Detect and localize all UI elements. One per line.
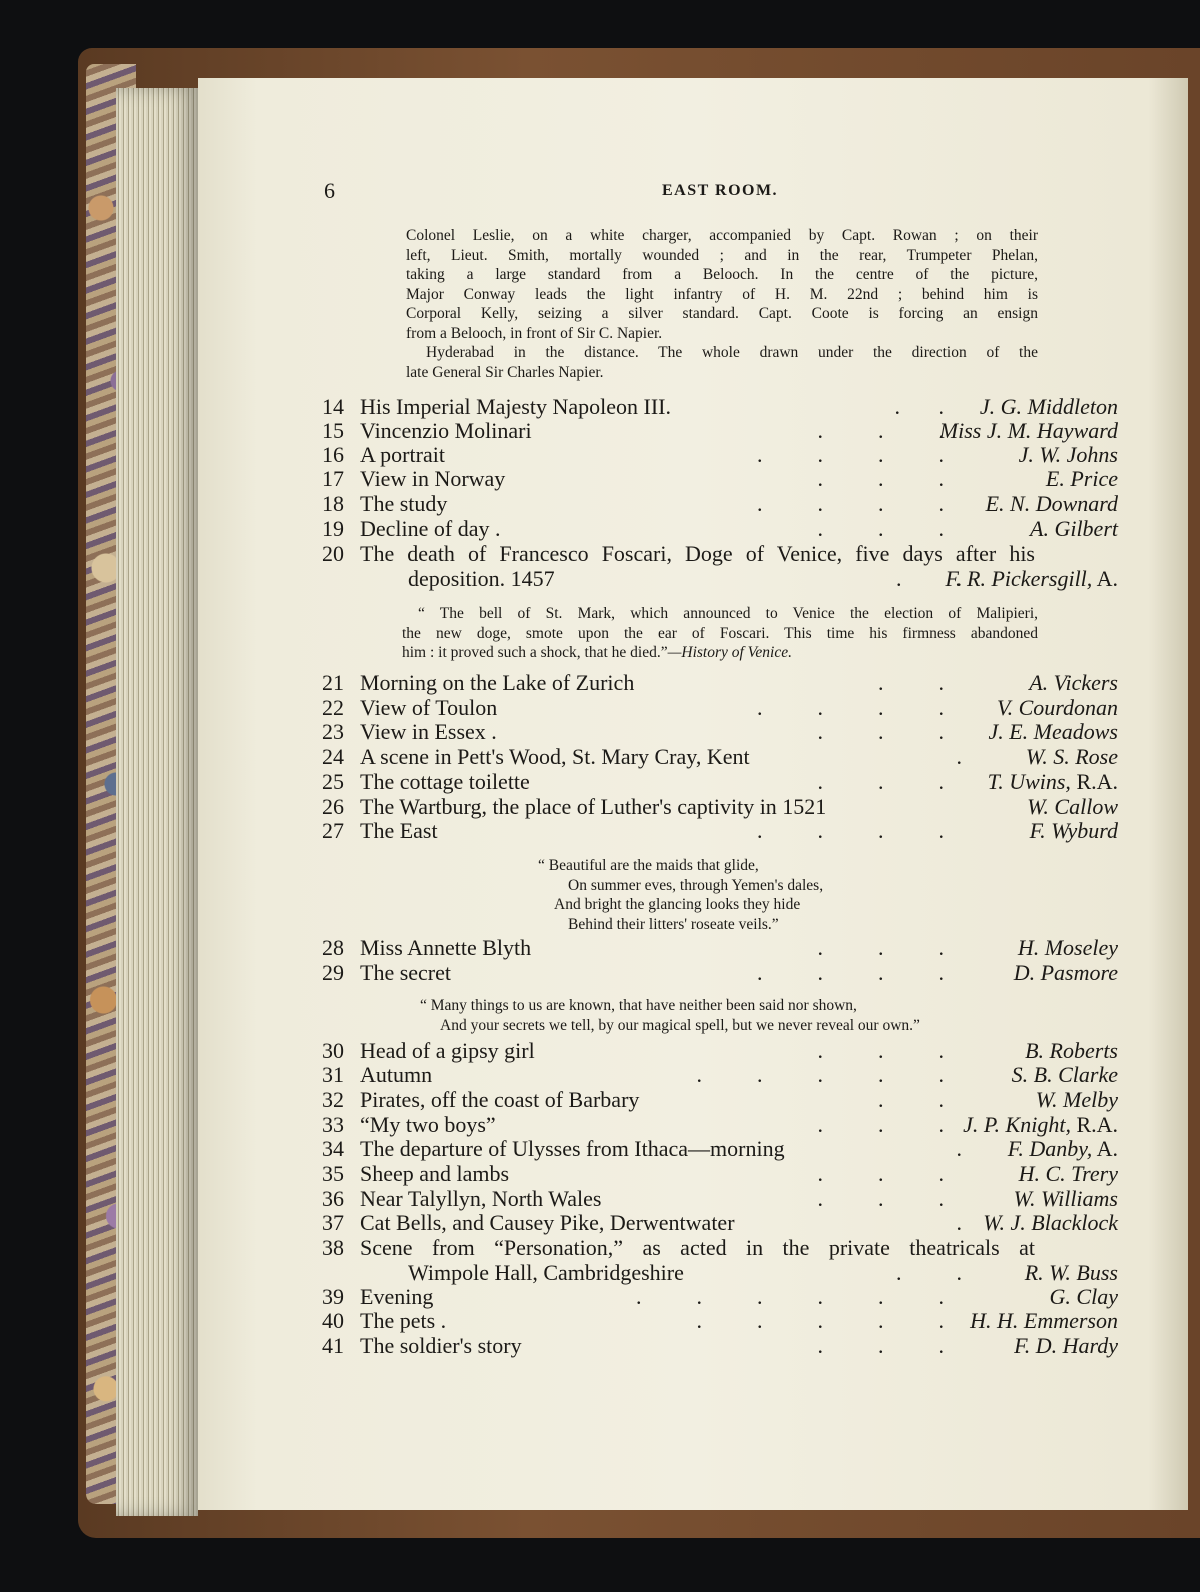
artwork-title: View of Toulon	[360, 695, 498, 720]
artist-name	[1050, 1284, 1118, 1310]
leader-dots: . . .	[817, 1038, 944, 1063]
artist-name-text: J. W. Johns	[1018, 442, 1118, 467]
artist-name-text: E. Price	[1045, 466, 1118, 491]
artwork-title: Near Talyllyn, North Wales	[360, 1186, 602, 1211]
artist-name-text: W. Melby	[1035, 1087, 1118, 1112]
note-line: Corporal Kelly, seizing a silver standard. Capt. Coote is forcing an ensign	[406, 305, 1038, 322]
leader-dots: . . .	[817, 418, 944, 443]
academy-suffix: R.A.	[1070, 1112, 1118, 1137]
artwork-title: The soldier's story	[360, 1333, 522, 1358]
leader-dots: . . . . .	[696, 1308, 944, 1333]
leader-dots: . . . . . .	[636, 1284, 944, 1309]
artist-name-text: H. H. Emmerson	[970, 1308, 1118, 1333]
artwork-title: Pirates, off the coast of Barbary	[360, 1087, 640, 1112]
catalogue-number: 31	[322, 1062, 344, 1087]
artist-name	[963, 1112, 1118, 1138]
leader-dots: .	[956, 1210, 962, 1235]
artwork-title: A scene in Pett's Wood, St. Mary Cray, Kent	[360, 744, 750, 769]
artist-name-text: B. Roberts	[1025, 1038, 1118, 1063]
artwork-title: Sheep and lambs	[360, 1161, 510, 1186]
artwork-title-cont: Wimpole Hall, Cambridgeshire	[408, 1260, 684, 1285]
catalogue-number: 27	[322, 818, 344, 843]
artist-name	[1008, 1136, 1118, 1162]
artist-name	[1012, 1062, 1118, 1088]
catalogue-number: 15	[322, 418, 344, 443]
catalogue-number: 29	[322, 960, 344, 985]
catalogue-number: 24	[322, 744, 344, 769]
leader-dots: . . .	[817, 1161, 944, 1186]
leader-dots: . . . .	[757, 491, 944, 516]
artist-name-text: S. B. Clarke	[1011, 1062, 1118, 1087]
artist-name-text: R. W. Buss	[1024, 1260, 1118, 1285]
leader-dots: .	[956, 1136, 962, 1161]
catalogue-number: 26	[322, 794, 344, 819]
artist-name-text: A. Gilbert	[1030, 516, 1118, 541]
leader-dots: . . .	[817, 935, 944, 960]
leader-dots: . . .	[817, 1186, 944, 1211]
artist-name	[970, 1308, 1118, 1334]
artwork-title: “My two boys”	[360, 1112, 496, 1137]
artist-name	[988, 719, 1118, 745]
artwork-title: A portrait	[360, 442, 445, 467]
artist-name-text: F. R. Pickersgill,	[945, 566, 1093, 591]
entry-20-quote	[402, 604, 1038, 663]
leader-dots: . . .	[817, 516, 944, 541]
catalogue-number: 22	[322, 695, 344, 720]
artwork-title: Morning on the Lake of Zurich	[360, 670, 635, 695]
leader-dots: . . . .	[757, 442, 944, 467]
artwork-title: The study	[360, 491, 448, 516]
artist-name	[1014, 1186, 1118, 1212]
entry-13-note	[406, 226, 1038, 382]
catalogue-number: 25	[322, 769, 344, 794]
artist-name	[1027, 794, 1118, 820]
academy-suffix: A.	[1092, 1136, 1118, 1161]
leader-dots: . . . . .	[696, 1062, 944, 1087]
page-edges	[116, 88, 198, 1516]
note-line: late General Sir Charles Napier.	[406, 363, 604, 381]
catalogue-number: 21	[322, 670, 344, 695]
artwork-title: Evening	[360, 1284, 434, 1309]
artist-name	[1030, 818, 1118, 844]
artist-name-text: D. Pasmore	[1013, 960, 1118, 985]
catalogue-number: 16	[322, 442, 344, 467]
artwork-title: Scene from “Personation,” as acted in the private theatricals at	[360, 1235, 1035, 1260]
artist-name-text: J. E. Meadows	[988, 719, 1118, 744]
catalogue-number: 18	[322, 491, 344, 516]
artwork-title: Miss Annette Blyth	[360, 935, 532, 960]
catalogue-number: 19	[322, 516, 344, 541]
leader-dots: . .	[878, 1087, 944, 1112]
artwork-title: The death of Francesco Foscari, Doge of Venice, five days after his	[360, 541, 1035, 566]
quote-line: “ Many things to us are known, that have neither been said nor shown,	[420, 997, 857, 1014]
artist-name	[1036, 1087, 1118, 1113]
artist-name-text: G. Clay	[1049, 1284, 1118, 1309]
artist-name-text: J. P. Knight,	[963, 1112, 1071, 1137]
catalogue-number: 14	[322, 394, 344, 419]
entry-29-quote	[420, 996, 920, 1035]
quote-line: And bright the glancing looks they hide	[554, 896, 801, 913]
leader-dots: . .	[878, 670, 944, 695]
artist-name-text: E. N. Downard	[985, 491, 1118, 516]
artwork-title-cont: deposition. 1457	[408, 566, 555, 591]
quote-line: And your secrets we tell, by our magical spell, but we never reveal our own.”	[440, 1016, 920, 1034]
catalogue-number: 17	[322, 466, 344, 491]
artist-name	[1014, 960, 1118, 986]
artwork-title: View in Essex .	[360, 719, 497, 744]
catalogue-number: 40	[322, 1308, 344, 1333]
artist-name-text: F. Danby,	[1007, 1136, 1093, 1161]
quote-line: him : it proved such a shock, that he died.”	[402, 644, 668, 661]
catalogue-number: 28	[322, 935, 344, 960]
note-line: from a Belooch, in front of Sir C. Napier.	[406, 324, 663, 342]
artist-name	[1025, 1038, 1118, 1064]
artwork-title: The departure of Ulysses from Ithaca—morning	[360, 1136, 785, 1161]
quote-source: —History of Venice.	[667, 644, 793, 661]
quote-line: “ The bell of St. Mark, which announced to Venice the election of Malipieri,	[418, 605, 1038, 622]
catalogue-number: 33	[322, 1112, 344, 1137]
artist-name	[1018, 935, 1118, 961]
catalogue-number: 35	[322, 1161, 344, 1186]
quote-line: On summer eves, through Yemen's dales,	[568, 876, 824, 894]
page-title: EAST ROOM.	[662, 182, 779, 199]
artist-name	[1026, 744, 1118, 770]
artist-name	[983, 1210, 1118, 1236]
academy-suffix: R.A.	[1070, 769, 1118, 794]
artist-name-text: J. G. Middleton	[979, 394, 1118, 419]
artist-name-text: W. Williams	[1013, 1186, 1118, 1211]
artwork-title: The Wartburg, the place of Luther's captivity in 1521	[360, 794, 827, 819]
note-line: left, Lieut. Smith, mortally wounded ; and in the rear, Trumpeter Phelan,	[406, 246, 1038, 264]
artist-name	[1014, 1333, 1118, 1359]
artist-name-text: F. Wyburd	[1029, 818, 1118, 843]
quote-line: the new doge, smote upon the ear of Foscari. This time his firmness abandoned	[402, 624, 1038, 642]
artwork-title: The secret	[360, 960, 451, 985]
leader-dots: . . .	[817, 719, 944, 744]
page-number: 6	[324, 178, 335, 203]
leader-dots: . .	[894, 394, 944, 419]
catalogue-number: 36	[322, 1186, 344, 1211]
catalogue-number: 37	[322, 1210, 344, 1235]
note-line: Colonel Leslie, on a white charger, accompanied by Capt. Rowan ; on their	[406, 227, 1038, 244]
artist-name	[980, 394, 1118, 420]
artist-name	[997, 695, 1118, 721]
artist-name	[1025, 1260, 1118, 1286]
artist-name	[1019, 1161, 1118, 1187]
quote-line: “ Beautiful are the maids that glide,	[538, 857, 759, 874]
catalogue-number: 20	[322, 541, 344, 566]
artist-name-text: V. Courdonan	[996, 695, 1118, 720]
catalogue-number: 30	[322, 1038, 344, 1063]
entry-27-quote	[538, 856, 823, 934]
leader-dots: . . .	[817, 769, 944, 794]
artwork-title: Vincenzio Molinari	[360, 418, 532, 443]
catalogue-number: 32	[322, 1087, 344, 1112]
artist-name-text: H. C. Trery	[1018, 1161, 1118, 1186]
catalogue-number: 34	[322, 1136, 344, 1161]
artist-name-text: W. Callow	[1027, 794, 1118, 819]
artist-name-text: W. S. Rose	[1025, 744, 1118, 769]
artist-name	[1019, 442, 1118, 468]
catalogue-number: 41	[322, 1333, 344, 1358]
catalogue-number: 39	[322, 1284, 344, 1309]
artist-name-text: F. D. Hardy	[1014, 1333, 1118, 1358]
artwork-title: Head of a gipsy girl	[360, 1038, 535, 1063]
leader-dots: . . .	[817, 1112, 944, 1137]
note-line: Major Conway leads the light infantry of H. M. 22nd ; behind him is	[406, 285, 1038, 303]
artwork-title: Cat Bells, and Causey Pike, Derwentwater	[360, 1210, 735, 1235]
artwork-title: His Imperial Majesty Napoleon III.	[360, 394, 671, 419]
quote-line: Behind their litters' roseate veils.”	[568, 915, 779, 933]
catalogue-page	[198, 78, 1188, 1510]
note-line: Hyderabad in the distance. The whole drawn under the direction of the	[426, 344, 1038, 361]
artwork-title: View in Norway	[360, 466, 506, 491]
artist-name-text: W. J. Blacklock	[983, 1210, 1118, 1235]
leader-dots: . . . .	[757, 960, 944, 985]
artist-name	[1030, 516, 1118, 542]
artwork-title: The East	[360, 818, 438, 843]
leader-dots: . . . .	[757, 818, 944, 843]
artist-name	[945, 566, 1118, 592]
leader-dots: . .	[896, 1260, 962, 1285]
artwork-title: Autumn	[360, 1062, 433, 1087]
leader-dots: . . .	[817, 1333, 944, 1358]
artist-name	[1029, 670, 1118, 696]
artist-name-text: H. Moseley	[1017, 935, 1118, 960]
artwork-title: The pets .	[360, 1308, 447, 1333]
artist-name	[988, 769, 1118, 795]
artwork-title: Decline of day .	[360, 516, 501, 541]
catalogue-number: 38	[322, 1235, 344, 1260]
note-line: taking a large standard from a Belooch. In the centre of the picture,	[406, 266, 1038, 283]
leader-dots: . . .	[817, 466, 944, 491]
artwork-title: The cottage toilette	[360, 769, 530, 794]
artist-name-text: T. Uwins,	[987, 769, 1071, 794]
leader-dots: . . . .	[757, 695, 944, 720]
leader-dots: . .	[896, 566, 962, 591]
artist-name	[940, 418, 1118, 444]
artist-name	[1046, 466, 1118, 492]
academy-suffix: A.	[1092, 566, 1118, 591]
artist-name-text: A. Vickers	[1029, 670, 1118, 695]
leader-dots: .	[956, 744, 962, 769]
artist-name	[986, 491, 1118, 517]
artist-name-text: Miss J. M. Hayward	[939, 418, 1118, 443]
catalogue-number: 23	[322, 719, 344, 744]
